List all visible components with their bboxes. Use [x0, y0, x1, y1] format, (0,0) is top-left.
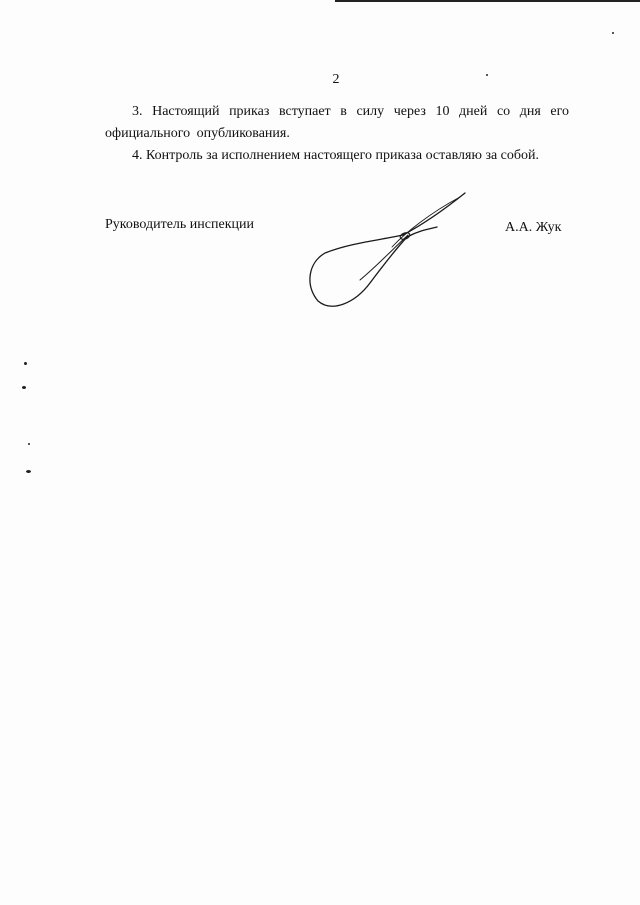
scan-speck — [28, 443, 30, 445]
signature-icon — [300, 185, 480, 315]
scan-speck — [486, 74, 488, 76]
signatory-role: Руководитель инспекции — [105, 217, 254, 232]
scan-speck — [26, 470, 31, 473]
scan-speck — [24, 362, 27, 365]
signatory-name: А.А. Жук — [505, 220, 562, 235]
paragraph-4: 4. Контроль за исполнением настоящего приказа оставляю за собой. — [132, 148, 540, 163]
paragraph-3: 3. Настоящий приказ вступает в силу через 10 дней со дня его официального опубликования. — [105, 104, 569, 141]
scan-edge-line — [335, 0, 640, 2]
scan-speck — [612, 32, 614, 34]
scan-speck — [22, 386, 26, 389]
page-number: 2 — [332, 72, 340, 87]
